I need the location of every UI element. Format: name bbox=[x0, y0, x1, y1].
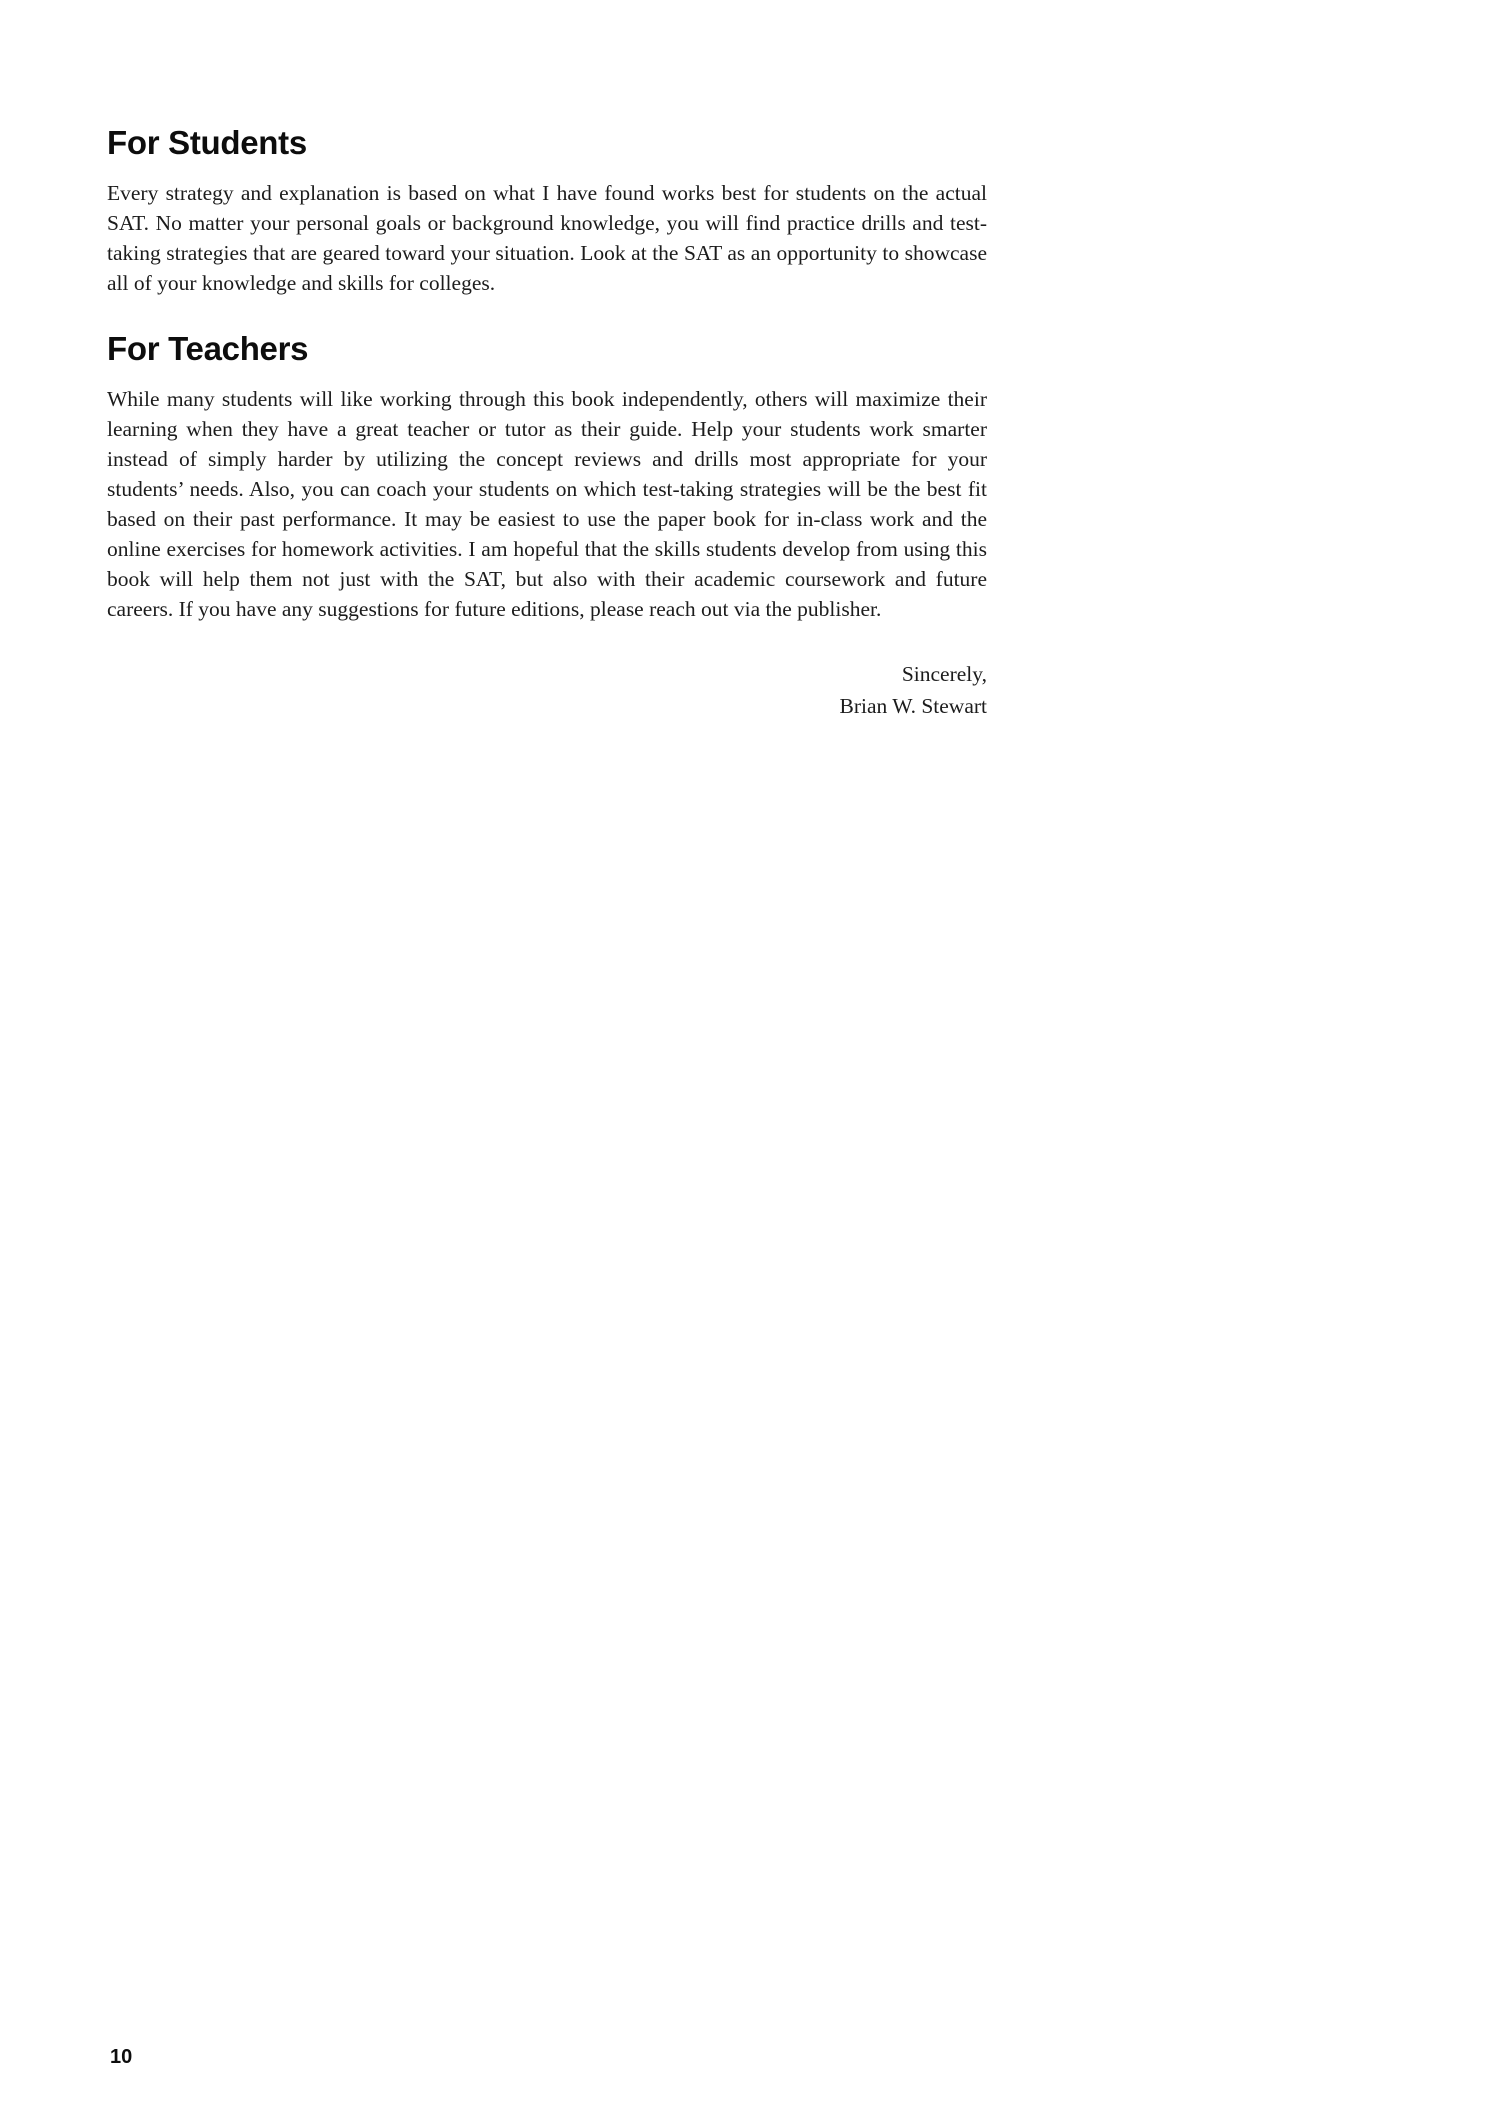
section-for-teachers bbox=[107, 328, 987, 624]
section-for-students bbox=[107, 122, 987, 298]
signoff bbox=[107, 658, 987, 722]
paragraph-for-students: Every strategy and explanation is based on what I have found works best for students on the actual SAT. No matter your personal goals or background knowledge, you will find practice drills and test-taking strategies that are geared toward your situation. Look at the SAT as an opportunity to showcase all of your knowledge and skills for colleges. bbox=[107, 181, 987, 295]
page-number: 10 bbox=[110, 2046, 133, 2068]
heading-for-students: For Students bbox=[107, 124, 307, 161]
signoff-name: Brian W. Stewart bbox=[839, 694, 987, 718]
signoff-closing: Sincerely, bbox=[901, 662, 987, 686]
heading-for-teachers: For Teachers bbox=[107, 330, 309, 367]
page-content bbox=[107, 122, 987, 722]
paragraph-for-teachers: While many students will like working through this book independently, others will maximize their learning when they have a great teacher or tutor as their guide. Help your students work smarter instead of simply harder by utilizing the concept reviews and drills most appropriate for your students’ needs. Also, you can coach your students on which test-taking strategies will be the best fit based on their past performance. It may be easiest to use the paper book for in-class work and the online exercises for homework activities. I am hopeful that the skills students develop from using this book will help them not just with the SAT, but also with their academic coursework and future careers. If you have any suggestions for future editions, please reach out via the publisher. bbox=[107, 387, 987, 621]
